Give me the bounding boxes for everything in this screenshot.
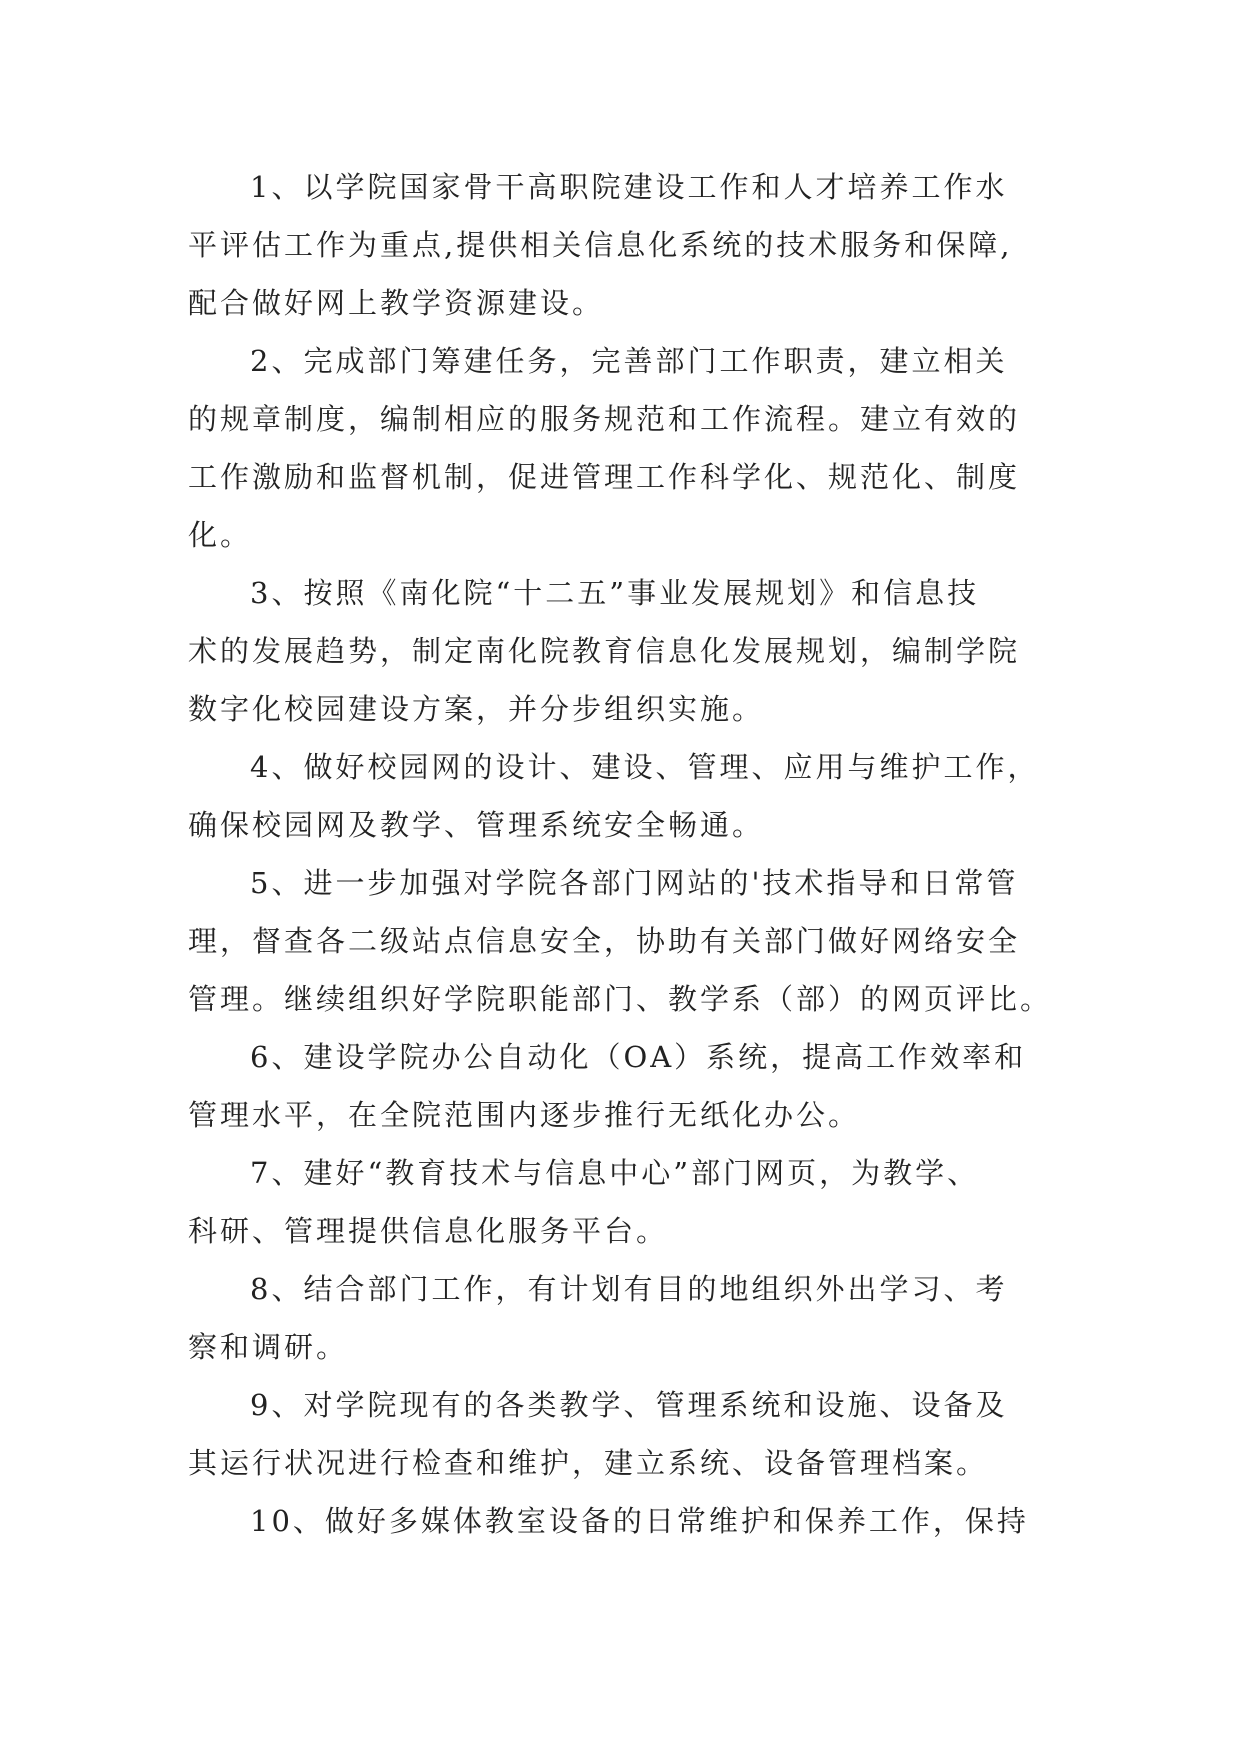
paragraph-line: 7、建好“教育技术与信息中心”部门网页，为教学、 [250, 1156, 980, 1190]
paragraph-line: 的规章制度，编制相应的服务规范和工作流程。建立有效的 [188, 402, 1021, 436]
paragraph-item-5 [188, 854, 1088, 1028]
paragraph-line: 化。 [188, 518, 253, 552]
paragraph-line: 其运行状况进行检查和维护，建立系统、设备管理档案。 [188, 1446, 989, 1480]
paragraph-line: 理，督查各二级站点信息安全，协助有关部门做好网络安全 [188, 924, 1021, 958]
paragraph-line: 数字化校园建设方案，并分步组织实施。 [188, 692, 765, 726]
paragraph-item-1 [188, 158, 1088, 332]
paragraph-line: 确保校园网及教学、管理系统安全畅通。 [188, 808, 765, 842]
paragraph-line: 3、按照《南化院“十二五”事业发展规划》和信息技 [250, 576, 980, 610]
paragraph-line: 1、以学院国家骨干高职院建设工作和人才培养工作水 [250, 170, 1008, 204]
paragraph-line: 管理。继续组织好学院职能部门、教学系（部）的网页评比。 [188, 982, 1053, 1016]
paragraph-line: 10、做好多媒体教室设备的日常维护和保养工作，保持 [250, 1504, 1029, 1538]
paragraph-item-10 [188, 1492, 1088, 1550]
document-body [188, 158, 1088, 1550]
paragraph-line: 4、做好校园网的设计、建设、管理、应用与维护工作， [250, 750, 1040, 784]
paragraph-line: 9、对学院现有的各类教学、管理系统和设施、设备及 [250, 1388, 1008, 1422]
paragraph-item-2 [188, 332, 1088, 564]
paragraph-item-9 [188, 1376, 1088, 1492]
paragraph-item-8 [188, 1260, 1088, 1376]
paragraph-line: 术的发展趋势，制定南化院教育信息化发展规划，编制学院 [188, 634, 1021, 668]
paragraph-item-4 [188, 738, 1088, 854]
paragraph-line: 8、结合部门工作，有计划有目的地组织外出学习、考 [250, 1272, 1008, 1306]
paragraph-line: 察和调研。 [188, 1330, 349, 1364]
paragraph-line: 6、建设学院办公自动化（OA）系统，提高工作效率和 [250, 1040, 1027, 1074]
paragraph-line: 平评估工作为重点,提供相关信息化系统的技术服务和保障, [188, 228, 1013, 262]
paragraph-line: 配合做好网上教学资源建设。 [188, 286, 605, 320]
paragraph-line: 2、完成部门筹建任务，完善部门工作职责，建立相关 [250, 344, 1008, 378]
paragraph-item-3 [188, 564, 1088, 738]
paragraph-line: 5、进一步加强对学院各部门网站的'技术指导和日常管 [250, 866, 1019, 900]
paragraph-line: 管理水平，在全院范围内逐步推行无纸化办公。 [188, 1098, 861, 1132]
paragraph-item-7 [188, 1144, 1088, 1260]
paragraph-line: 工作激励和监督机制，促进管理工作科学化、规范化、制度 [188, 460, 1021, 494]
paragraph-item-6 [188, 1028, 1088, 1144]
paragraph-line: 科研、管理提供信息化服务平台。 [188, 1214, 669, 1248]
